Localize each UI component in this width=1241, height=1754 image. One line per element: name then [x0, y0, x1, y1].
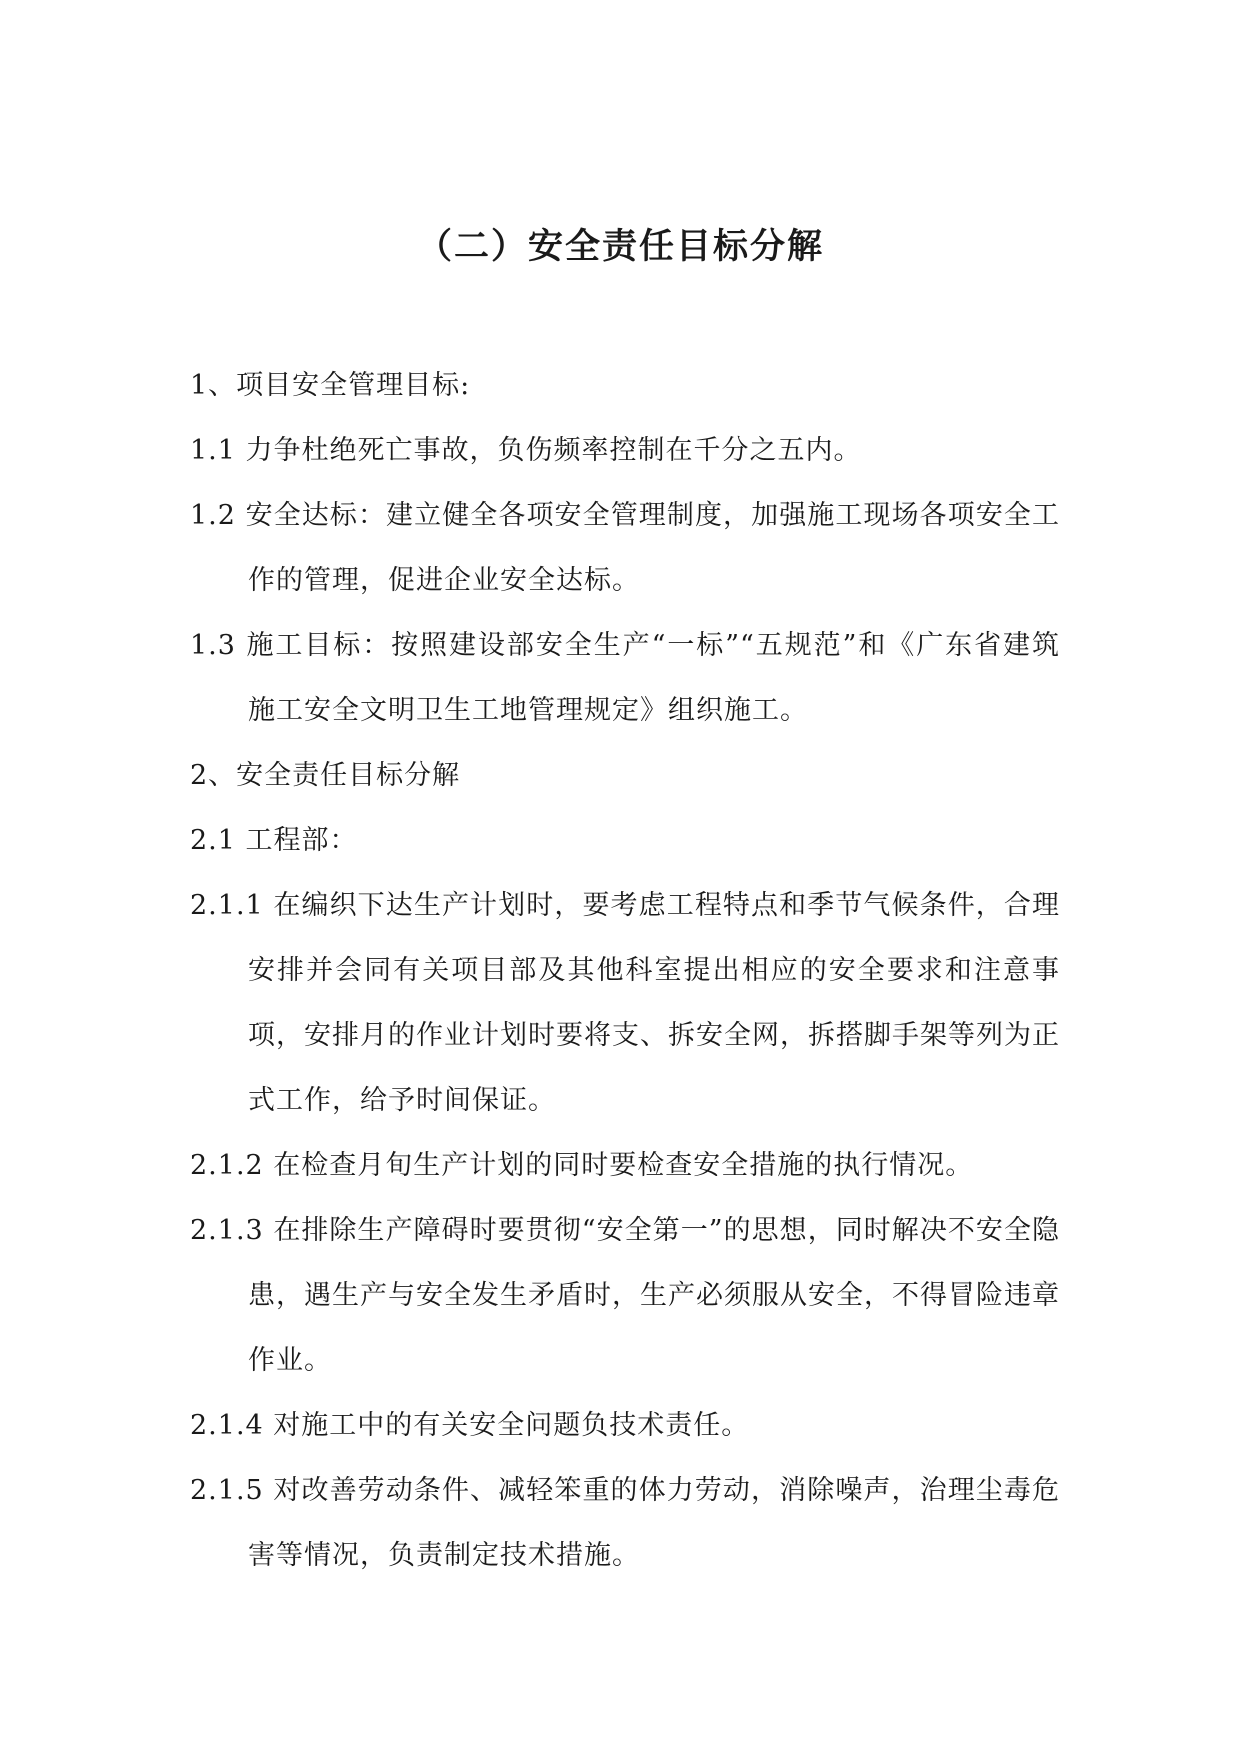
paragraph — [190, 1458, 1060, 1588]
paragraph-text: 2.1.4 对施工中的有关安全问题负技术责任。 — [190, 1410, 750, 1441]
paragraph-text: 1.3 施工目标：按照建设部安全生产“一标”“五规范”和《广东省建筑施工安全文明卫生工地管理规定》组织施工。 — [190, 630, 1060, 726]
paragraph-text: 1.2 安全达标：建立健全各项安全管理制度，加强施工现场各项安全工作的管理，促进企业安全达标。 — [190, 500, 1060, 596]
paragraph-text: 1.1 力争杜绝死亡事故，负伤频率控制在千分之五内。 — [190, 435, 862, 466]
paragraph — [190, 1133, 1060, 1198]
paragraph — [190, 808, 1060, 873]
paragraph-text: 2.1.1 在编织下达生产计划时，要考虑工程特点和季节气候条件，合理安排并会同有关项目部及其他科室提出相应的安全要求和注意事项，安排月的作业计划时要将支、拆安全网，拆搭脚手架等列为正式工作，给予时间保证。 — [190, 890, 1060, 1116]
paragraph-text: 2.1.2 在检查月旬生产计划的同时要检查安全措施的执行情况。 — [190, 1150, 974, 1181]
paragraph-text: 2.1 工程部： — [190, 825, 358, 856]
paragraph-text: 1、项目安全管理目标: — [190, 370, 471, 401]
paragraph — [190, 1198, 1060, 1393]
paragraph — [190, 483, 1060, 613]
paragraph — [190, 353, 1060, 418]
paragraph — [190, 743, 1060, 808]
paragraph — [190, 613, 1060, 743]
paragraph — [190, 1393, 1060, 1458]
document-body — [190, 353, 1060, 1588]
paragraph-text: 2、安全责任目标分解 — [190, 760, 461, 791]
paragraph-text: 2.1.5 对改善劳动条件、减轻笨重的体力劳动，消除噪声，治理尘毒危害等情况，负责制定技术措施。 — [190, 1475, 1060, 1571]
paragraph-text: 2.1.3 在排除生产障碍时要贯彻“安全第一”的思想，同时解决不安全隐患，遇生产与安全发生矛盾时，生产必须服从安全，不得冒险违章作业。 — [190, 1215, 1060, 1376]
page-title: （二）安全责任目标分解 — [416, 227, 824, 267]
paragraph — [190, 418, 1060, 483]
paragraph — [190, 873, 1060, 1133]
